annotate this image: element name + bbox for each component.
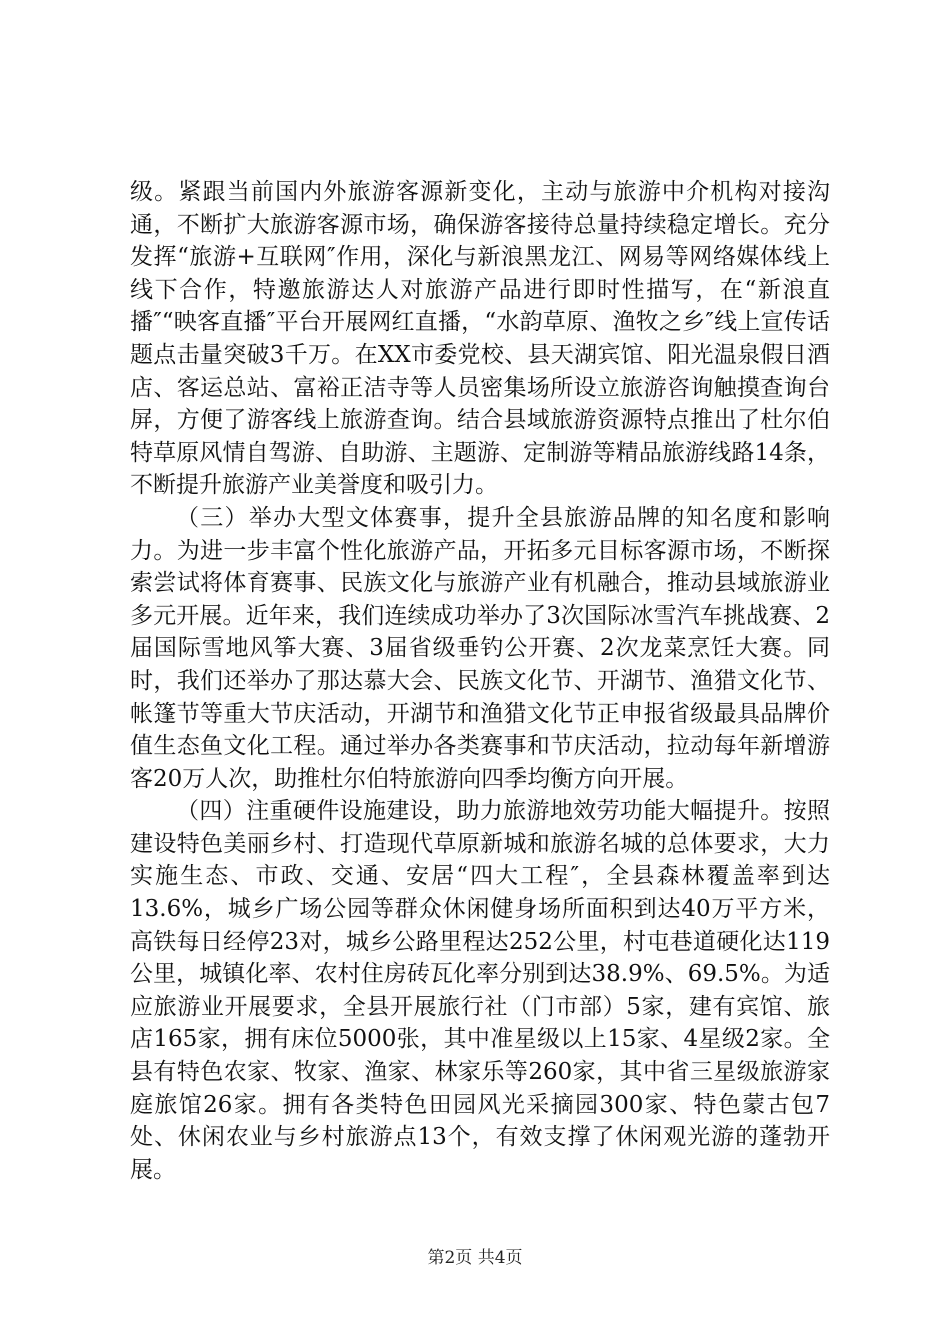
page-number-footer: 第2页 共4页: [427, 1248, 523, 1268]
paragraph-section-4: （四）注重硬件设施建设，助力旅游地效劳功能大幅提升。按照建设特色美丽乡村、打造现代草原新城和旅游名城的总体要求，大力实施生态、市政、交通、安居“四大工程″，全县森林覆盖率到达13.6%，城乡广场公园等群众休闲健身场所面积到达40万平方米，高铁每日经停23对，城乡公路里程达252公里，村屯巷道硬化达119公里，城镇化率、农村住房砖瓦化率分别到达38.9%、69.5%。为适应旅游业开展要求，全县开展旅行社（门市部）5家，建有宾馆、旅店165家，拥有床位5000张，其中准星级以上15家、4星级2家。全县有特色农家、牧家、渔家、林家乐等260家，其中省三星级旅游家庭旅馆26家。拥有各类特色田园风光采摘园300家、特色蒙古包7处、休闲农业与乡村旅游点13个，有效支撑了休闲观光游的蓬勃开展。: [130, 798, 830, 1183]
document-body: [130, 176, 830, 1186]
paragraph-section-3: （三）举办大型文体赛事，提升全县旅游品牌的知名度和影响力。为进一步丰富个性化旅游产品，开拓多元目标客源市场，不断探索尝试将体育赛事、民族文化与旅游产业有机融合，推动县域旅游业多元开展。近年来，我们连续成功举办了3次国际冰雪汽车挑战赛、2届国际雪地风筝大赛、3届省级垂钓公开赛、2次龙菜烹饪大赛。同时，我们还举办了那达慕大会、民族文化节、开湖节、渔猎文化节、帐篷节等重大节庆活动，开湖节和渔猎文化节正申报省级最具品牌价值生态鱼文化工程。通过举办各类赛事和节庆活动，拉动每年新增游客20万人次，助推杜尔伯特旅游向四季均衡方向开展。: [130, 504, 830, 792]
paragraph-continuation: 级。紧跟当前国内外旅游客源新变化，主动与旅游中介机构对接沟通，不断扩大旅游客源市场，确保游客接待总量持续稳定增长。充分发挥“旅游+互联网″作用，深化与新浪黑龙江、网易等网络媒体线上线下合作，特邀旅游达人对旅游产品进行即时性描写，在“新浪直播″“映客直播″平台开展网红直播，“水韵草原、渔牧之乡″线上宣传话题点击量突破3千万。在XX市委党校、县天湖宾馆、阳光温泉假日酒店、客运总站、富裕正洁寺等人员密集场所设立旅游咨询触摸查询台屏，方便了游客线上旅游查询。结合县域旅游资源特点推出了杜尔伯特草原风情自驾游、自助游、主题游、定制游等精品旅游线路14条，不断提升旅游产业美誉度和吸引力。: [130, 179, 830, 499]
